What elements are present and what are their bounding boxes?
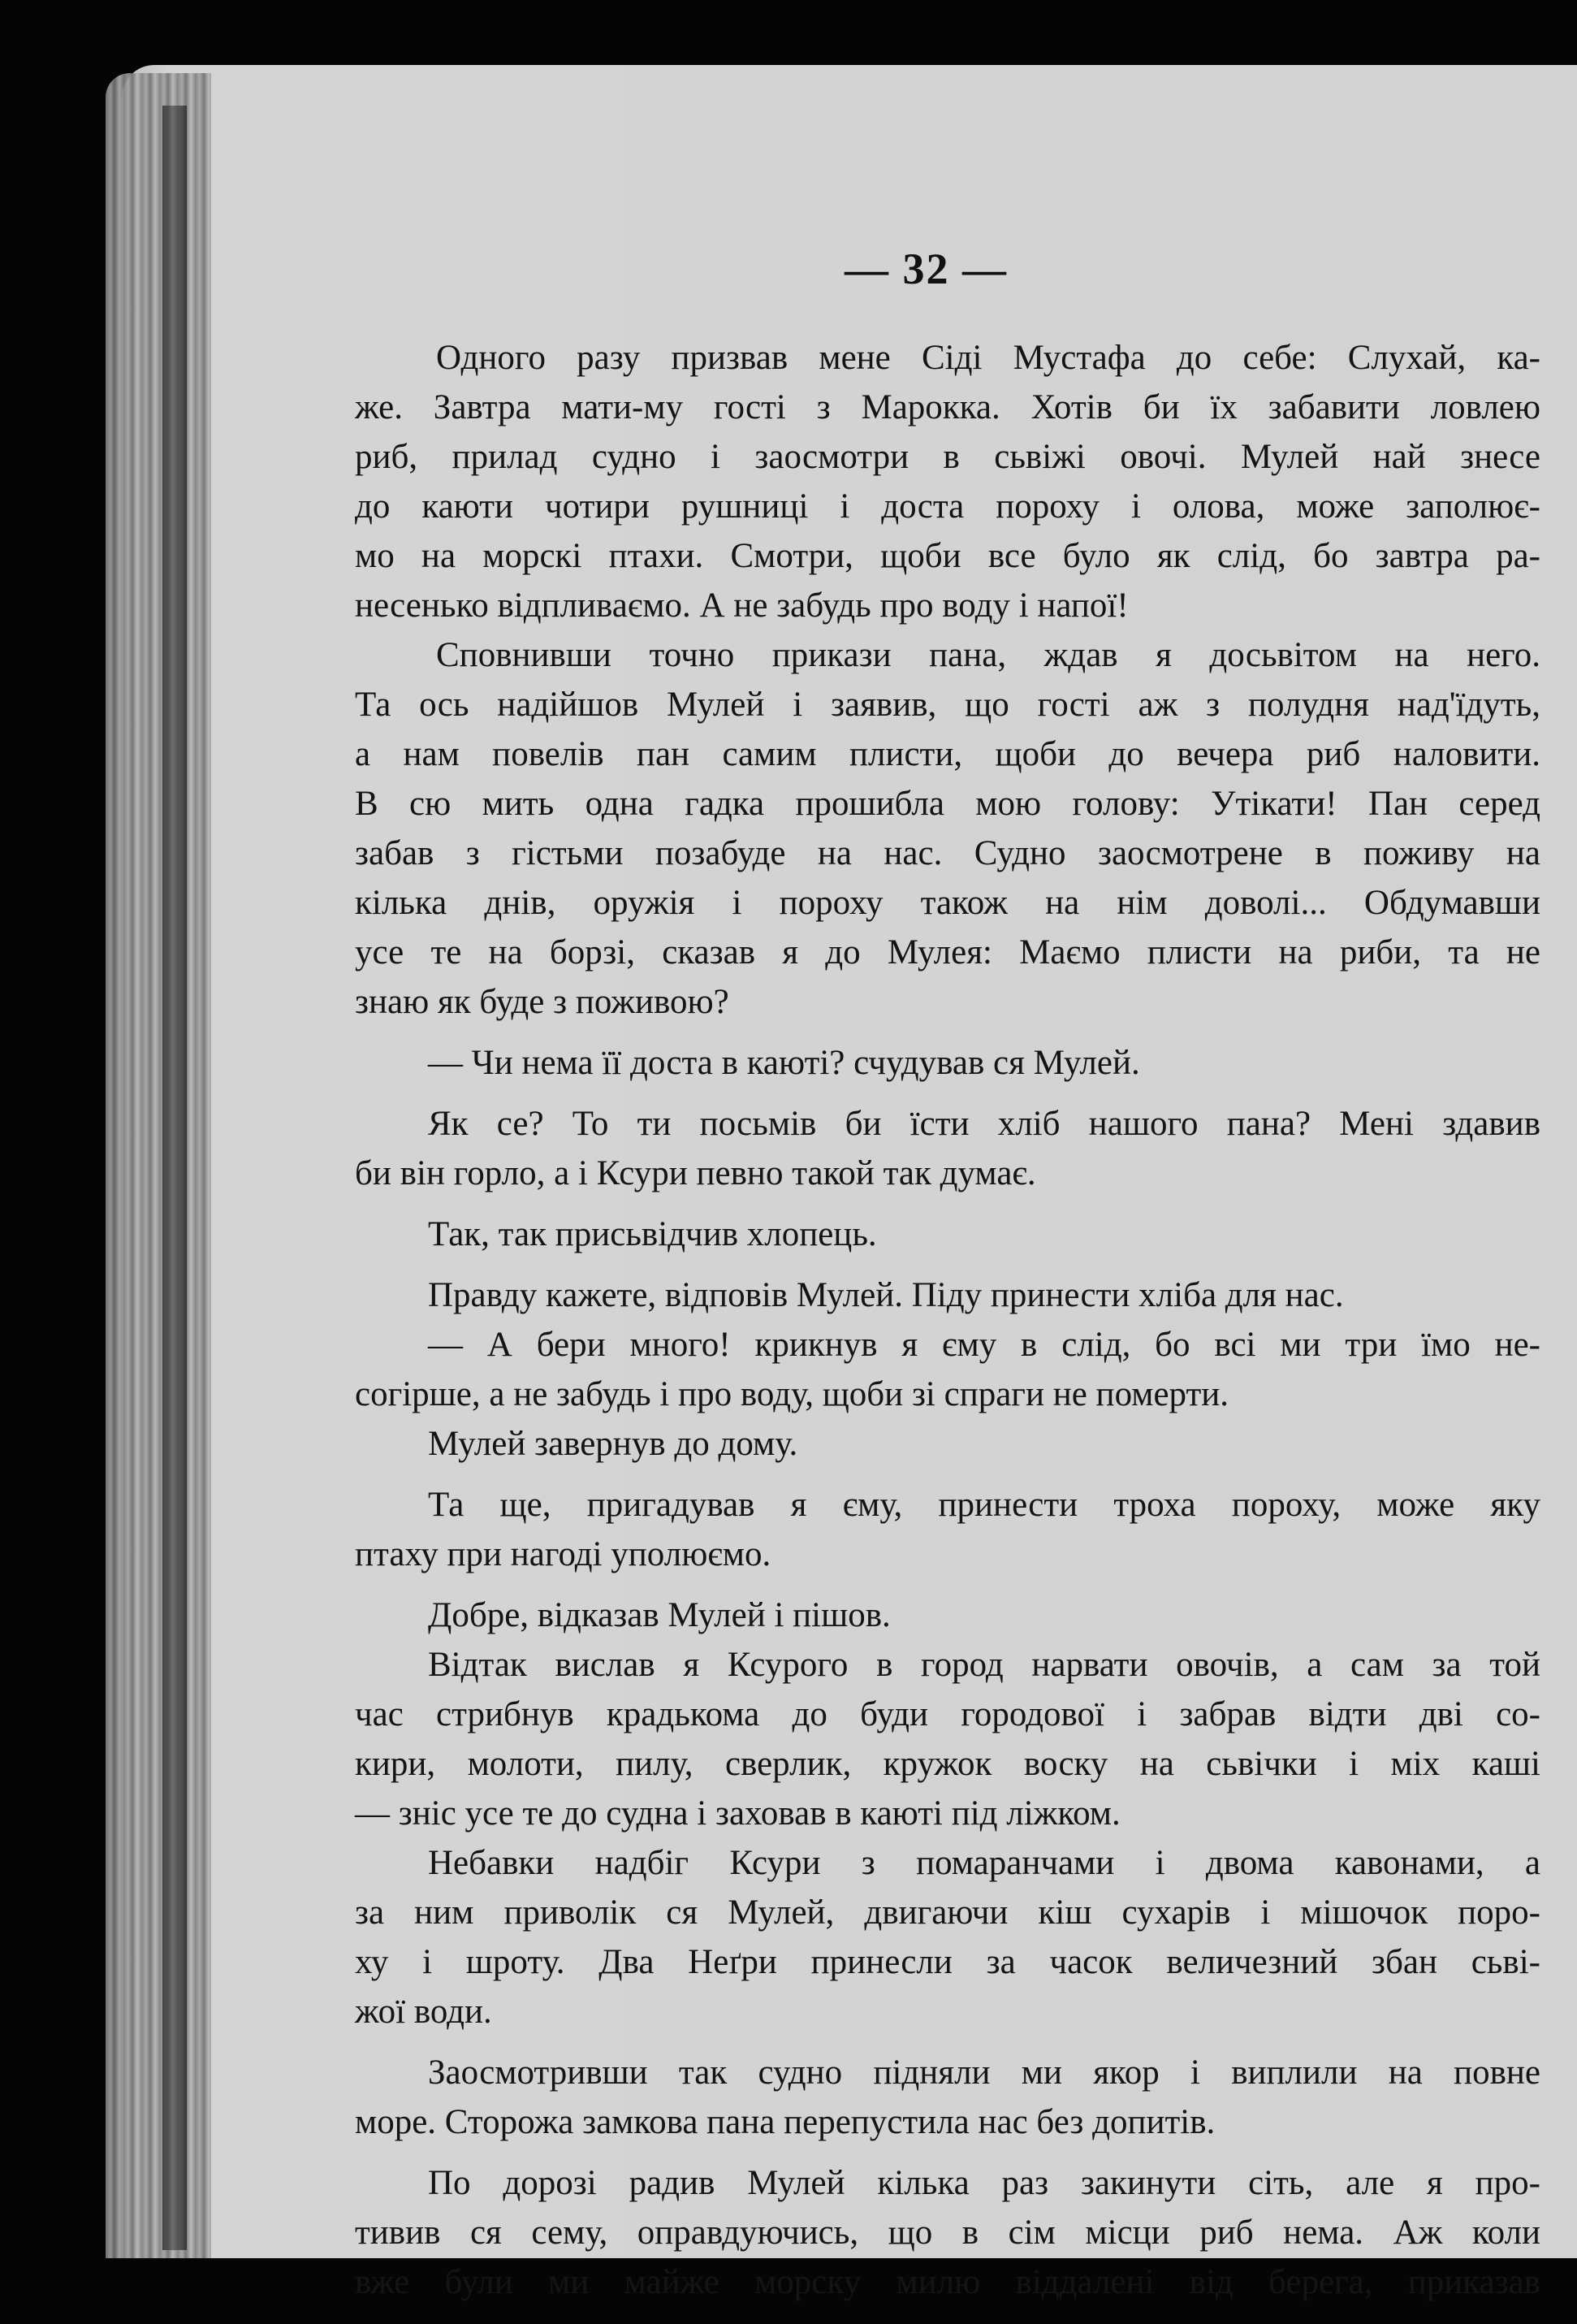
paragraph-gap (355, 1579, 1540, 1590)
text-line: — Чи нема її доста в каюті? счудував ся Мулей. (428, 1044, 1140, 1082)
paragraph-gap (355, 1088, 1540, 1099)
text-line: Одного разу призвав мене Сіді Мустафа до себе: Слухай, ка- (436, 339, 1540, 377)
paragraph-gap (355, 2147, 1540, 2158)
text-line: мо на морскі птахи. Смотри, щоби все було як слід, бо завтра ра- (355, 537, 1540, 575)
text-line: Як се? То ти посьмів би їсти хліб нашого пана? Мені здавив (428, 1105, 1540, 1143)
text-line: Правду кажете, відповів Мулей. Піду принести хліба для нас. (428, 1276, 1344, 1314)
text-line: море. Сторожа замкова пана перепустила нас без допитів. (355, 2103, 1216, 2141)
text-line: же. Завтра мати-му гості з Марокка. Хотів би їх забавити ловлею (355, 388, 1540, 426)
text-line: риб, прилад судно і заосмотри в сьвіжі овочі. Мулей най знесе (355, 438, 1540, 476)
text-line: кілька днів, оружія і пороху також на нім доволі... Обдумавши (355, 884, 1540, 922)
text-line: за ним приволік ся Мулей, двигаючи кіш сухарів і мішочок поро- (355, 1893, 1540, 1932)
paragraph-gap (355, 1469, 1540, 1480)
text-line: усе те на борзі, сказав я до Мулея: Маємо плисти на риби, та не (355, 933, 1540, 972)
text-line: согірше, а не забудь і про воду, щоби зі спраги не померти. (355, 1375, 1229, 1413)
text-line: Та ось надійшов Мулей і заявив, що гості аж з полудня над'їдуть, (355, 686, 1540, 724)
text-line: вже були ми майже морску милю віддалені від берега, приказав (355, 2263, 1540, 2301)
text-line: Та ще, пригадував я єму, принести троха пороху, може яку (428, 1486, 1540, 1524)
paragraph-gap (355, 1027, 1540, 1038)
text-lines (355, 333, 1540, 2307)
text-line: несенько відпливаємо. А не забудь про воду і напої! (355, 586, 1129, 625)
text-line: — А бери много! крикнув я єму в слід, бо всі ми три їмо не- (428, 1326, 1540, 1364)
text-line: тивив ся сему, оправдуючись, що в сім місци риб нема. Аж коли (355, 2214, 1540, 2252)
text-line: Відтак вислав я Ксурого в город нарвати овочів, а сам за той (428, 1646, 1540, 1684)
book-spine (106, 73, 211, 2258)
paragraph-gap (355, 1198, 1540, 1210)
text-line: В сю мить одна гадка прошибла мою голову: Утікати! Пан серед (355, 785, 1540, 823)
text-line: Сповнивши точно прикази пана, ждав я досьвітом на него. (436, 636, 1540, 674)
text-line: би він горло, а і Ксури певно такой так думає. (355, 1154, 1036, 1192)
spine-shadow (162, 106, 187, 2250)
page-number: — 32 — (845, 245, 1008, 293)
text-line: Мулей завернув до дому. (428, 1425, 798, 1463)
text-line: — зніс усе те до судна і заховав в каюті під ліжком. (355, 1794, 1121, 1833)
text-line: час стрибнув крадькома до буди городової і забрав відти дві со- (355, 1695, 1540, 1733)
paragraph-gap (355, 2036, 1540, 2048)
text-line: ху і шроту. Два Неґри принесли за часок величезний збан сьві- (355, 1943, 1540, 1981)
text-line: знаю як буде з поживою? (355, 983, 729, 1021)
text-line: кири, молоти, пилу, сверлик, кружок воску на сьвічки і міх каші (355, 1745, 1540, 1783)
text-line: Небавки надбіг Ксури з помаранчами і двома кавонами, а (428, 1844, 1540, 1882)
text-line: Так, так присьвідчив хлопець. (428, 1215, 877, 1253)
text-line: Добре, відказав Мулей і пішов. (428, 1596, 891, 1634)
page-text (355, 333, 1540, 2307)
text-line: птаху при нагоді уполюємо. (355, 1535, 771, 1573)
text-line: до каюти чотири рушниці і доста пороху і олова, може заполює- (355, 487, 1540, 526)
text-line: Заосмотривши так судно підняли ми якор і виплили на повне (428, 2054, 1540, 2092)
text-line: жої води. (355, 1993, 492, 2031)
text-line: а нам повелів пан самим плисти, щоби до вечера риб наловити. (355, 735, 1540, 773)
text-line: забав з гістьми позабуде на нас. Судно заосмотрене в поживу на (355, 834, 1540, 872)
text-line: По дорозі радив Мулей кілька раз закинути сіть, але я про- (428, 2164, 1540, 2202)
paragraph-gap (355, 1259, 1540, 1270)
